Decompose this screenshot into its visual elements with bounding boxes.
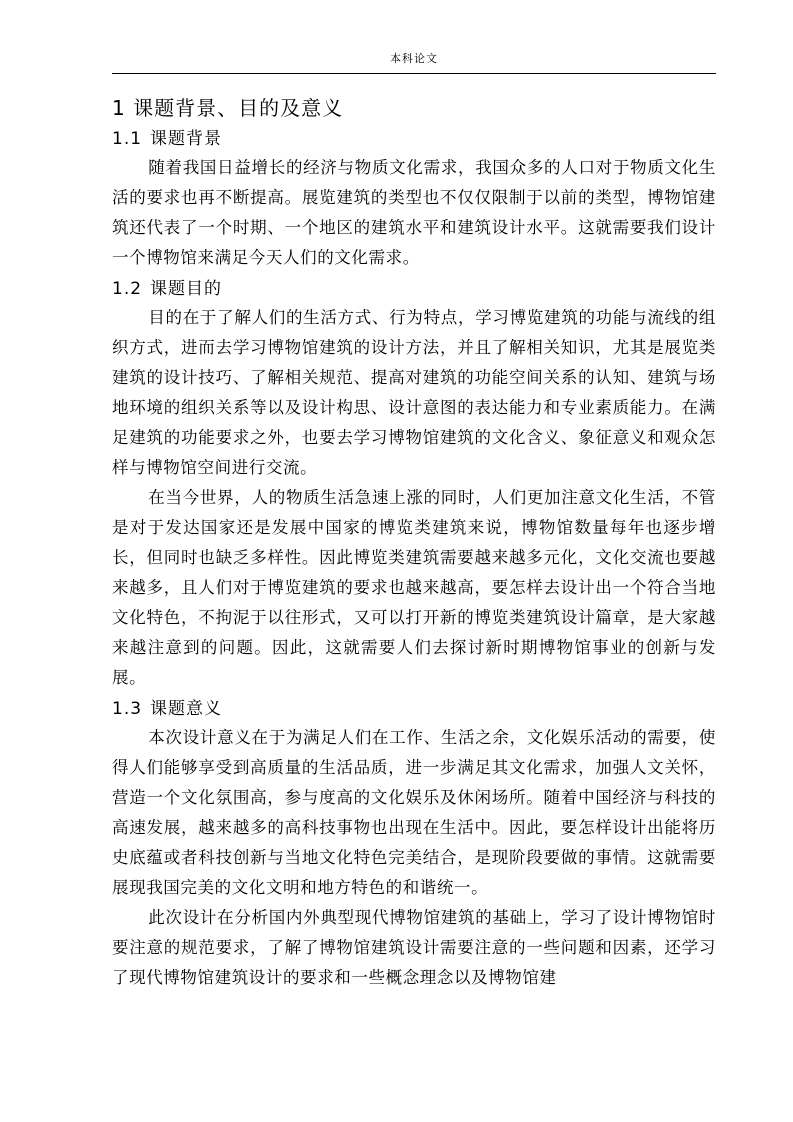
page-content [112, 94, 716, 993]
section-heading [112, 277, 716, 301]
section-heading [112, 127, 716, 151]
body-paragraph: 目的在于了解人们的生活方式、行为特点，学习博览建筑的功能与流线的组织方式，进而去学习博物馆建筑的设计方法，并且了解相关知识，尤其是展览类建筑的设计技巧、了解相关规范、提高对建筑的功能空间关系的认知、建筑与场地环境的组织关系等以及设计构思、设计意图的表达能力和专业素质能力。在满足建筑的功能要求之外，也要去学习博物馆建筑的文化含义、象征意义和观众怎样与博物馆空间进行交流。 [112, 308, 716, 477]
body-paragraph: 本次设计意义在于为满足人们在工作、生活之余，文化娱乐活动的需要，使得人们能够享受到高质量的生活品质，进一步满足其文化需求，加强人文关怀，营造一个文化氛围高，参与度高的文化娱乐及休闲场所。随着中国经济与科技的高速发展，越来越多的高科技事物也出现在生活中。因此，要怎样设计出能将历史底蕴或者科技创新与当地文化特色完美结合，是现阶段要做的事情。这就需要展现我国完美的文化文明和地方特色的和谐统一。 [112, 728, 716, 897]
section-background [112, 127, 716, 273]
body-paragraph: 在当今世界，人的物质生活急速上涨的同时，人们更加注意文化生活，不管是对于发达国家还是发展中国家的博览类建筑来说，博物馆数量每年也逐步增长，但同时也缺乏多样性。因此博览类建筑需要越来越多元化，文化交流也要越来越多，且人们对于博览建筑的要求也越来越高，要怎样去设计出一个符合当地文化特色，不拘泥于以往形式，又可以打开新的博览类建筑设计篇章，是大家越来越注意到的问题。因此，这就需要人们去探讨新时期博物馆事业的创新与发展。 [112, 488, 716, 687]
chapter-title [112, 94, 716, 122]
section-purpose [112, 277, 716, 693]
section-number: 1.1 [112, 129, 143, 149]
section-significance [112, 697, 716, 993]
header-rule [112, 73, 716, 74]
chapter-number: 1 [112, 96, 126, 120]
chapter-title-text: 课题背景、目的及意义 [133, 96, 344, 120]
section-title-text: 课题目的 [150, 279, 223, 299]
section-number: 1.3 [112, 699, 143, 719]
section-title-text: 课题意义 [150, 699, 223, 719]
running-header: 本科论文 [390, 52, 438, 65]
body-paragraph: 随着我国日益增长的经济与物质文化需求，我国众多的人口对于物质文化生活的要求也再不断提高。展览建筑的类型也不仅仅限制于以前的类型，博物馆建筑还代表了一个时期、一个地区的建筑水平和建筑设计水平。这就需要我们设计一个博物馆来满足今天人们的文化需求。 [112, 158, 716, 267]
section-title-text: 课题背景 [150, 129, 223, 149]
body-paragraph: 此次设计在分析国内外典型现代博物馆建筑的基础上，学习了设计博物馆时要注意的规范要求，了解了博物馆建筑设计需要注意的一些问题和因素，还学习了现代博物馆建筑设计的要求和一些概念理念以及博物馆建 [112, 908, 716, 987]
section-number: 1.2 [112, 279, 143, 299]
section-heading [112, 697, 716, 721]
